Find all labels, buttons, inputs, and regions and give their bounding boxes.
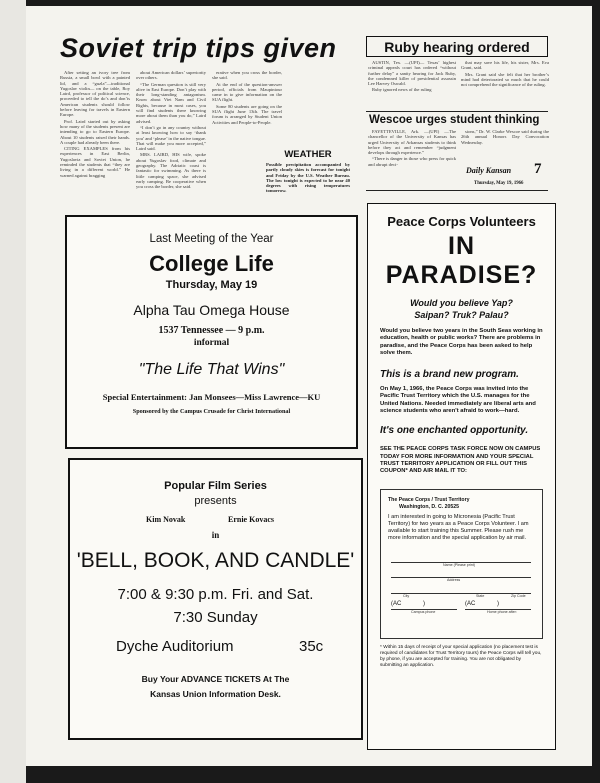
- page-number: 7: [534, 161, 542, 177]
- film-actor-2: Ernie Kovacs: [228, 515, 274, 524]
- soviet-p3: CITING EXAMPLES from his experiences in East Berlin, Yugoslavia and Soviet Union, he reminded the students that “they are living in a different world.” He warned against bragging: [60, 146, 130, 178]
- ruby-headline: Ruby hearing ordered: [384, 39, 530, 55]
- wescoe-col-2: [461, 129, 549, 146]
- peace-corps-ad: [367, 203, 556, 750]
- soviet-p6: “I don’t go in any country without at least knowing how to say ‘thank you’ and ‘please’ in the native tongue. That will make you more accepted,” Laird said.: [136, 124, 206, 152]
- soviet-col-2: [136, 70, 206, 191]
- soviet-p10: Some 80 students are going on the SUA flight June 13th. The travel forum is arranged by Student Union Activities and People-to-People.: [212, 103, 282, 125]
- wescoe-p1: FAYETTEVILLE, Ark. —(UPI) —The chancellor of the University of Kansas has urged University of Arkansas students to think before they act and remember “judgment develops through experience.”: [368, 129, 456, 156]
- film-actor-1: Kim Novak: [146, 515, 186, 524]
- film-series-ad: [68, 458, 363, 740]
- pc-address-label: Address: [447, 578, 461, 583]
- pc-body-2: On May 1, 1966, the Peace Corps was invited into the Pacific Trust Territory which the U.S. manages for the United Nations. Needed immediately are liberal arts and science students who aren't afraid to work—hard.: [380, 386, 536, 415]
- pc-coupon-to-2: Washington, D. C. 20525: [399, 504, 460, 511]
- soviet-p1: After setting an ivory tree from Russia, a small bowl with a painted lid, and a “guzla”—traditional Yugoslav violin— on the table, Roy Laird, professor of political science, proceeded to tell the do’s and don’ts American students should follow before leaving for travels in Eastern Europe.: [60, 70, 130, 118]
- soviet-p8: erative when you cross the border, she said.: [212, 70, 282, 81]
- cl-entertainment: Special Entertainment: Jan Monsees—Miss Lawrence—KU: [102, 392, 321, 402]
- weather-text: Possible precipitation accompanied by partly cloudy skies is forecast for tonight and Friday by the U.S. Weather Bureau. The low tonight is expected to be near 40 degrees with rising temperatures tomorrow.: [266, 162, 350, 194]
- film-times-1: 7:00 & 9:30 p.m. Fri. and Sat.: [117, 586, 314, 603]
- pc-city-state-zip-field[interactable]: [391, 593, 531, 594]
- pc-question-2: Saipan? Truk? Palau?: [414, 310, 509, 320]
- pc-ac-2: (AC: [465, 601, 476, 608]
- soviet-p9: At the end of the question-answer period, officials from Maupintour came in to give information on the SUA flight.: [212, 81, 282, 103]
- ruby-headline-box: [366, 36, 548, 57]
- wescoe-headline: Wescoe urges student thinking: [369, 114, 540, 126]
- ruby-p4: Mrs. Grant said she felt that her brother’s mind had deteriorated so much that he could not comprehend the significance of the ruling.: [461, 71, 549, 88]
- cl-house: Alpha Tau Omega House: [133, 302, 290, 318]
- pc-sub-2: It's one enchanted opportunity.: [380, 425, 529, 437]
- pc-zip-label: Zip Code: [511, 594, 526, 599]
- ruby-p1: AUSTIN, Tex. —(UPI)— Texas’ highest criminal appeals court has ordered “without further delay” a sanity hearing for Jack Ruby, the condemned killer of presidential assassin Lee Harvey Oswald.: [368, 60, 456, 87]
- pc-city-label: City: [403, 594, 410, 599]
- soviet-col-1: [60, 70, 130, 179]
- pc-cta: SEE THE PEACE CORPS TASK FORCE NOW ON CAMPUS TODAY FOR MORE INFORMATION AND YOUR SPECIAL TRUST TERRITORY APPLICATION OR FILL OUT THIS COUPON* AND AIR MAIL IT TO:: [380, 446, 541, 474]
- cl-address: 1537 Tennessee — 9 p.m.: [158, 325, 265, 336]
- film-price: 35c: [299, 638, 324, 655]
- film-in: in: [211, 530, 220, 540]
- page-edge: [0, 0, 26, 783]
- wescoe-p3: sions,” Dr. W. Clarke Wescoe said during the 26th annual Honors Day Convocation Wednesday.: [461, 129, 549, 145]
- college-life-ad: [65, 215, 358, 449]
- film-series: Popular Film Series: [164, 480, 267, 492]
- cl-sponsor: Sponsored by the Campus Crusade for Christ International: [132, 408, 291, 415]
- masthead-paper: Daily Kansan: [466, 166, 512, 175]
- pc-campus-label: Campus phone: [411, 610, 436, 615]
- pc-ac-1-close: ): [423, 601, 425, 608]
- pc-ac-2-close: ): [497, 601, 499, 608]
- wescoe-p2: “There is danger in those who press for quick and abrupt deci-: [368, 156, 456, 167]
- pc-ac-1: (AC: [391, 601, 402, 608]
- film-tickets-1: Buy Your ADVANCE TICKETS At The: [141, 674, 290, 684]
- weather-title: WEATHER: [284, 149, 332, 160]
- pc-coupon-to-1: The Peace Corps / Trust Territory: [388, 497, 470, 504]
- soviet-p7: MRS. LAIRD, HIS wife, spoke about Yugoslav food, climate and geography. The Adriatic coast is fantastic for swimming. As there is little camping space, she advised early camping. Be cooperative when you cross the border, she said.: [136, 152, 206, 190]
- film-presents: presents: [194, 495, 237, 507]
- pc-title-1: Peace Corps Volunteers: [387, 214, 536, 229]
- pc-home-label: Home phone after:: [487, 610, 517, 615]
- film-tickets-2: Kansas Union Information Desk.: [150, 689, 281, 699]
- cl-line1: Last Meeting of the Year: [149, 233, 274, 245]
- film-actors: [70, 515, 361, 529]
- film-venue: Dyche Auditorium: [116, 638, 234, 655]
- ruby-rule: [366, 111, 548, 112]
- pc-title-2: IN PARADISE?: [385, 232, 538, 289]
- pc-coupon[interactable]: [380, 489, 543, 639]
- soviet-p4: about American dollars’ superiority over others.: [136, 70, 206, 81]
- ruby-p3: that may save his life, his sister, Mrs. Eva Grant, said.: [461, 60, 549, 71]
- ruby-col-1: [368, 60, 456, 94]
- pc-sub-1: This is a brand new program.: [380, 369, 519, 381]
- masthead-date: Thursday, May 19, 1966: [474, 181, 524, 186]
- pc-state-label: State: [476, 594, 485, 599]
- cl-informal: informal: [193, 338, 230, 348]
- ruby-col-2: [461, 60, 549, 88]
- pc-coupon-body: I am interested in going to Micronesia (Pacific Trust Territory) for two years as a Peace Corps Volunteer. I am available to start training this Summer. Please rush me more information and the special application by air mail.: [388, 514, 529, 541]
- film-title: 'BELL, BOOK, AND CANDLE': [76, 549, 355, 572]
- wescoe-col-1: [368, 129, 456, 168]
- pc-name-label: Name (Please print): [443, 563, 475, 568]
- soviet-col-3: [212, 70, 282, 126]
- pc-footnote: * Within 15 days of receipt of your special application (no placement test is required of candidates for Trust Territory tours) the Peace Corps will tell you, by phone, if you are accepted for training. You are not obligated by submitting an application.: [380, 645, 542, 668]
- cl-title: College Life: [149, 251, 274, 276]
- pc-body-1: Would you believe two years in the South Seas working in education, health or public works? There are problems in paradise, and the Peace Corps has been asked to help solve them.: [380, 328, 543, 356]
- ruby-p2: Ruby ignored news of the ruling: [372, 87, 432, 93]
- pc-question-1: Would you believe Yap?: [410, 298, 513, 308]
- soviet-p2: Prof. Laird started out by asking how many of the students present are intending to go to Eastern Europe. About 10 students raised their hands. A couple had already been there.: [60, 118, 130, 145]
- film-venue-row: [70, 638, 361, 658]
- film-times-2: 7:30 Sunday: [173, 609, 258, 626]
- masthead-rule: [366, 190, 548, 191]
- cl-date: Thursday, May 19: [165, 279, 258, 291]
- pc-address-field[interactable]: [391, 577, 531, 578]
- soviet-headline: Soviet trip tips given: [60, 33, 337, 63]
- soviet-p5: “The German question is still very alive in East Europe. Don’t play with their long-standing antagonism. Know about Viet Nam and Civil Rights, because in most cases, you will find students there knowing more about them than you do,” Laird advised.: [136, 81, 206, 124]
- cl-theme: "The Life That Wins": [138, 361, 285, 378]
